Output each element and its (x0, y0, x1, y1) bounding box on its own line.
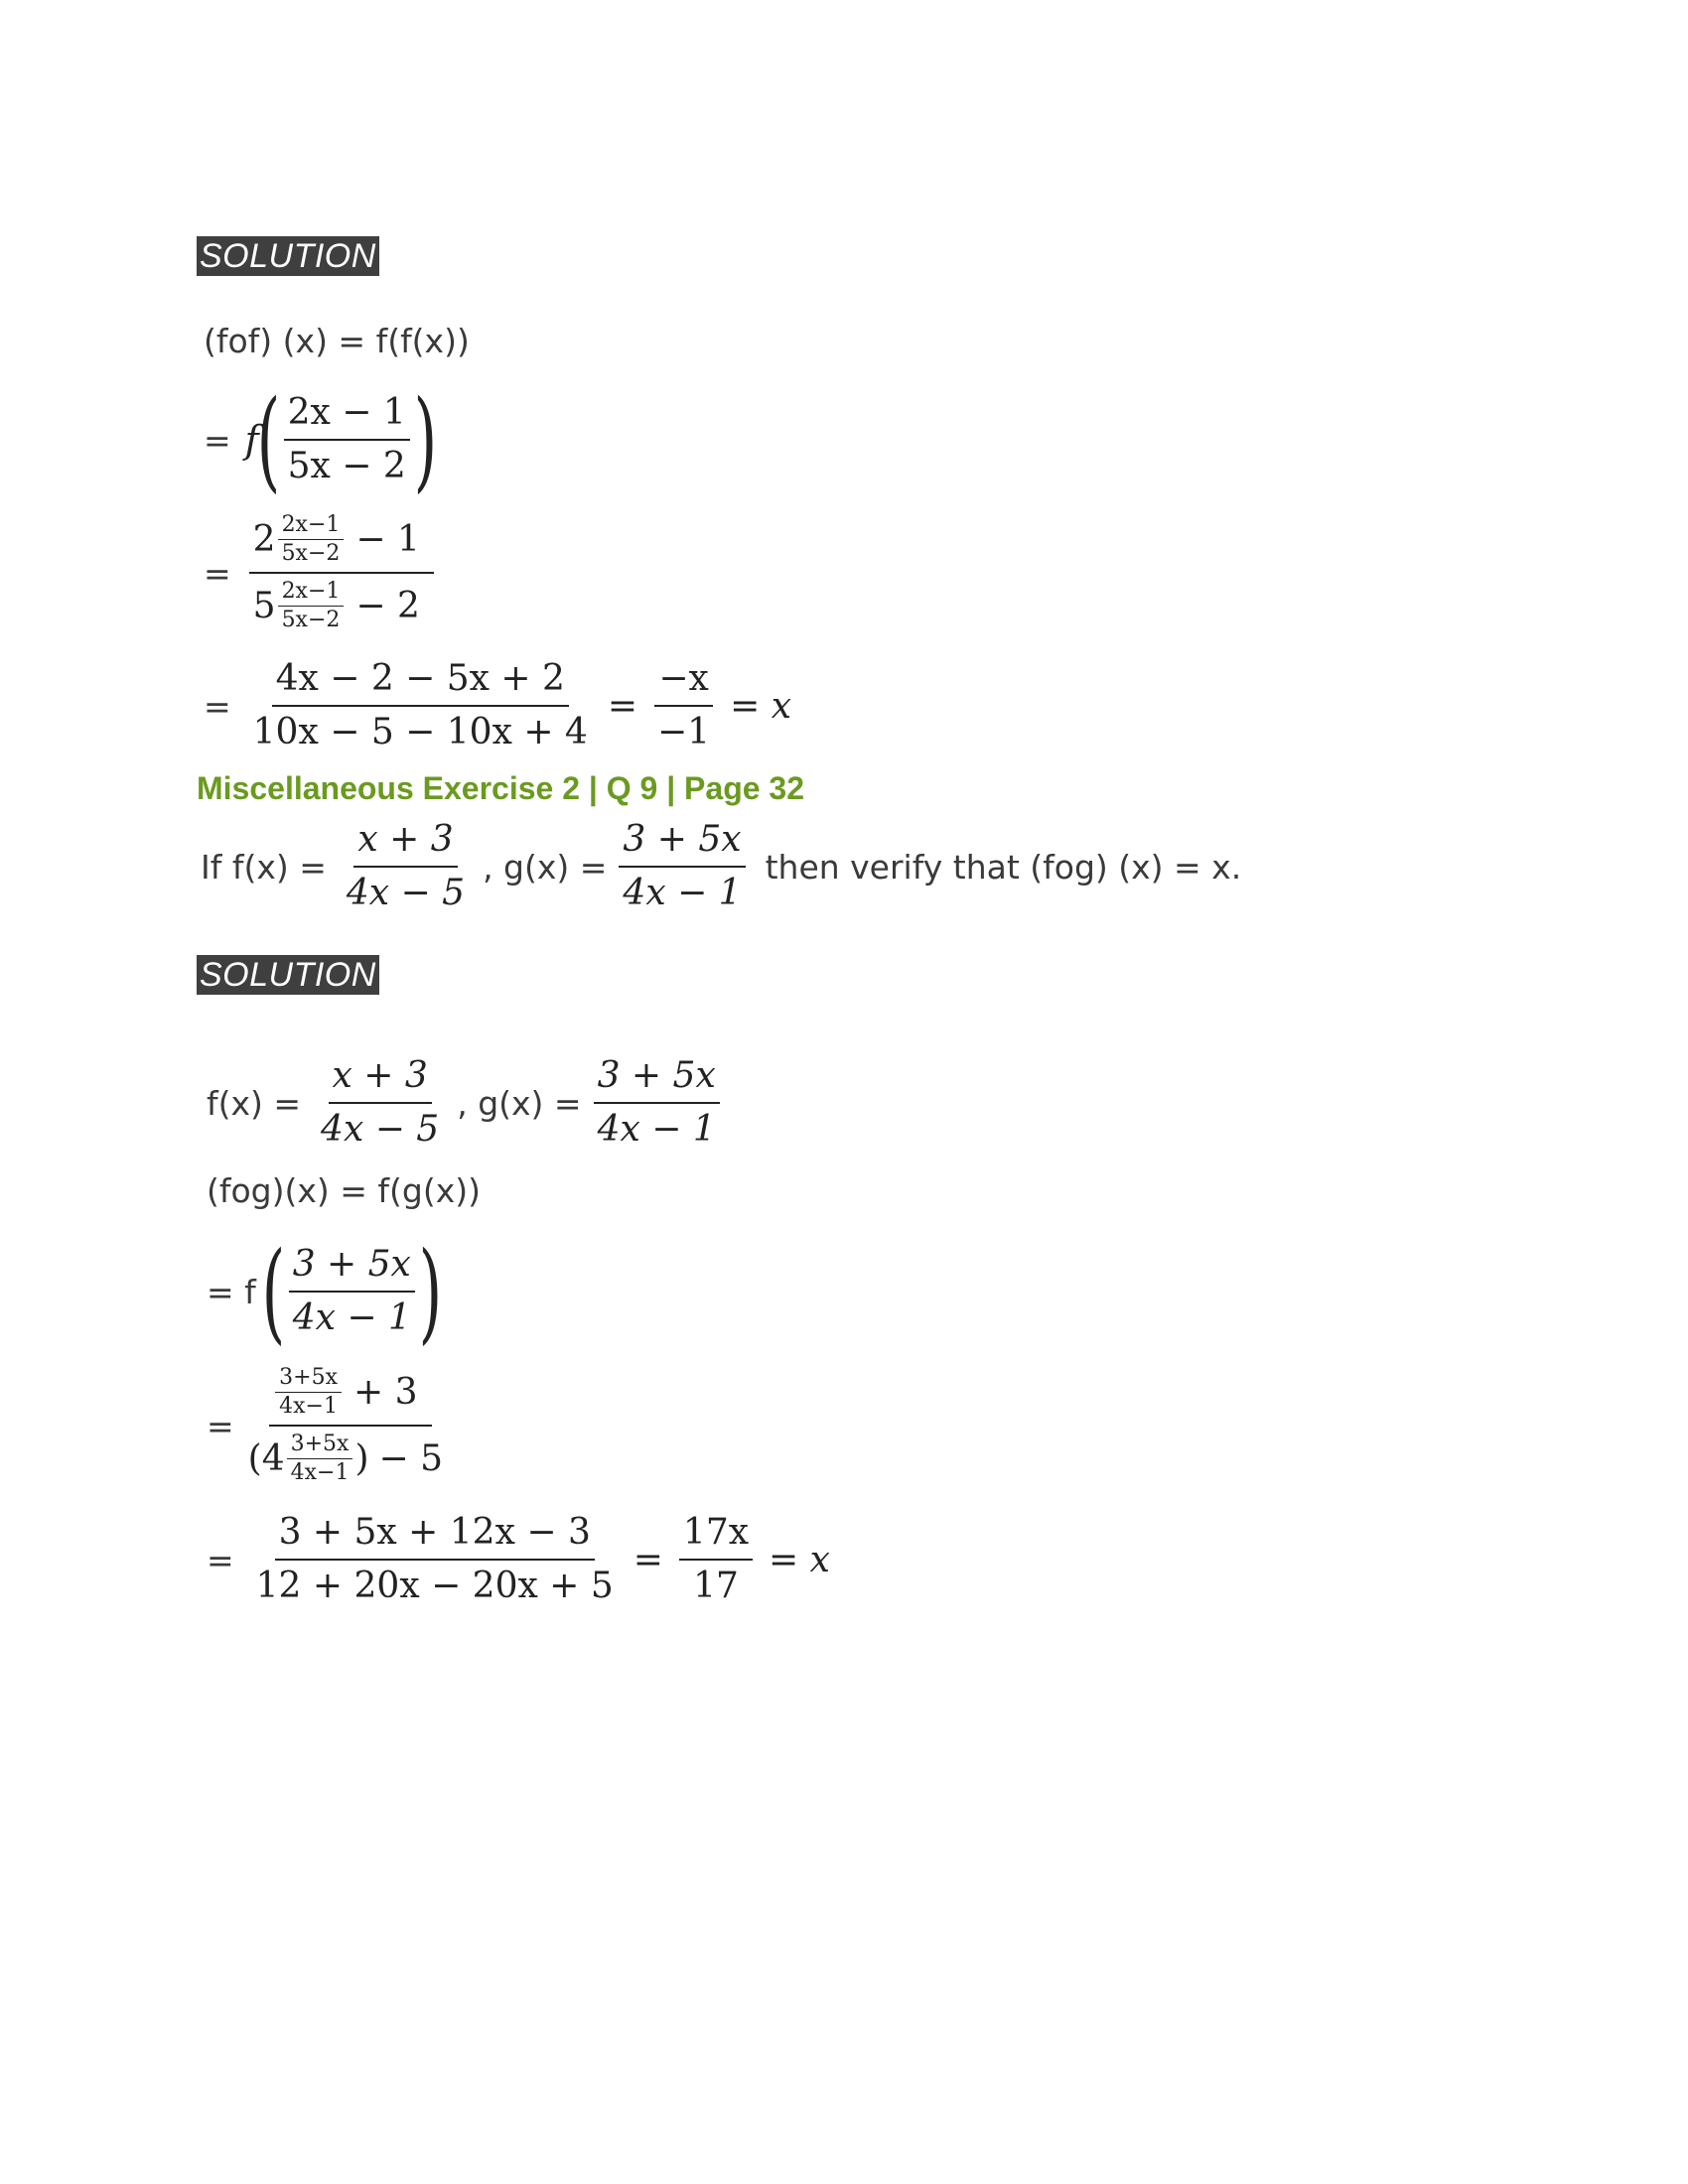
small-fraction (278, 580, 345, 632)
denominator: 12 + 20x − 20x + 5 (255, 1566, 614, 1606)
result: = x (769, 1539, 830, 1580)
inner-fraction (284, 393, 410, 485)
close-paren: ) (354, 1437, 369, 1479)
plus-term: + 3 (353, 1371, 418, 1413)
fog-step-3 (207, 1505, 840, 1614)
numerator: x + 3 (353, 820, 457, 868)
small-fraction (278, 513, 345, 566)
equals-sign: = (204, 420, 231, 460)
denominator: 4x − 1 (623, 873, 742, 913)
complex-numerator (249, 513, 434, 574)
small-fraction (287, 1433, 353, 1485)
coefficient: 2 (252, 518, 276, 560)
right-paren: ) (418, 1228, 443, 1355)
numerator: 3 + 5x (619, 820, 745, 868)
denominator: 5x − 2 (287, 446, 406, 486)
numerator: 3 + 5x (594, 1056, 720, 1104)
given-functions (207, 1048, 726, 1158)
denominator: 4x − 5 (346, 873, 466, 913)
equals-sign: = (207, 1540, 234, 1579)
fof-definition: (fof) (x) = f(f(x)) (204, 322, 470, 360)
minus-term: − 1 (355, 518, 420, 560)
complex-fraction (244, 1366, 457, 1486)
small-numerator: 3+5x (275, 1366, 342, 1393)
equals-sign: = (204, 553, 231, 593)
if-fx-label: If f(x) = (201, 847, 327, 887)
small-numerator: 3+5x (287, 1433, 353, 1459)
expanded-fraction (249, 659, 592, 751)
minus-term: − 2 (355, 585, 420, 626)
equals-sign: = (207, 1406, 234, 1445)
inner-fraction (289, 1245, 415, 1337)
fx-label: f(x) = (207, 1083, 302, 1123)
exercise-heading: Miscellaneous Exercise 2 | Q 9 | Page 32 (197, 770, 805, 806)
fx-fraction (317, 1056, 443, 1149)
numerator: 4x − 2 − 5x + 2 (272, 659, 569, 707)
numerator: 3 + 5x (289, 1245, 415, 1293)
denominator: 4x − 1 (292, 1297, 411, 1338)
numerator: 2x − 1 (284, 393, 410, 441)
solution-badge-2: SOLUTION (197, 955, 379, 995)
complex-denominator (249, 574, 434, 632)
numerator: 3 + 5x + 12x − 3 (275, 1513, 595, 1561)
fog-definition: (fog)(x) = f(g(x)) (207, 1171, 482, 1210)
simplified-fraction (653, 659, 714, 751)
fog-step-2 (207, 1356, 463, 1495)
complex-fraction (249, 513, 434, 633)
expanded-fraction (252, 1513, 618, 1605)
gx-fraction (594, 1056, 720, 1149)
denominator: 17 (693, 1566, 739, 1606)
gx-label: , g(x) = (457, 1083, 582, 1123)
fog-step-1 (207, 1228, 443, 1355)
complex-denominator (244, 1427, 457, 1485)
denominator: 10x − 5 − 10x + 4 (252, 712, 588, 752)
denominator: −1 (657, 712, 711, 752)
numerator: −x (654, 659, 712, 707)
small-numerator: 2x−1 (278, 580, 345, 607)
numerator: x + 3 (329, 1056, 432, 1104)
numerator: 17x (679, 1513, 753, 1561)
gx-label: , g(x) = (483, 847, 608, 887)
small-denominator: 4x−1 (290, 1460, 350, 1486)
equals-sign: = (607, 685, 638, 727)
result: = x (730, 685, 792, 727)
solution-badge: SOLUTION (197, 236, 379, 276)
simplified-fraction (679, 1513, 753, 1605)
denominator: 4x − 5 (321, 1109, 440, 1150)
small-numerator: 2x−1 (278, 513, 345, 540)
equals-sign: = (633, 1539, 663, 1580)
complex-numerator (269, 1366, 431, 1427)
fof-step-2 (204, 508, 440, 637)
open-paren-coeff: (4 (247, 1437, 285, 1479)
small-denominator: 5x−2 (281, 540, 341, 566)
small-denominator: 5x−2 (281, 608, 341, 633)
left-paren: ( (261, 1228, 286, 1355)
minus-term: − 5 (378, 1437, 444, 1479)
small-denominator: 4x−1 (279, 1393, 338, 1419)
coefficient: 5 (252, 585, 276, 626)
denominator: 4x − 1 (597, 1109, 716, 1150)
small-fraction (275, 1366, 342, 1419)
fof-step-1 (204, 376, 438, 503)
fx-fraction (343, 820, 469, 912)
equals-f: = f (207, 1272, 256, 1311)
left-paren: ( (256, 376, 280, 503)
function-f: f (244, 418, 259, 462)
gx-fraction (619, 820, 745, 912)
verify-text: then verify that (fog) (x) = x. (765, 847, 1242, 887)
question-line (201, 812, 1241, 921)
equals-sign: = (204, 686, 231, 726)
fof-step-3 (204, 651, 801, 760)
right-paren: ) (413, 376, 438, 503)
